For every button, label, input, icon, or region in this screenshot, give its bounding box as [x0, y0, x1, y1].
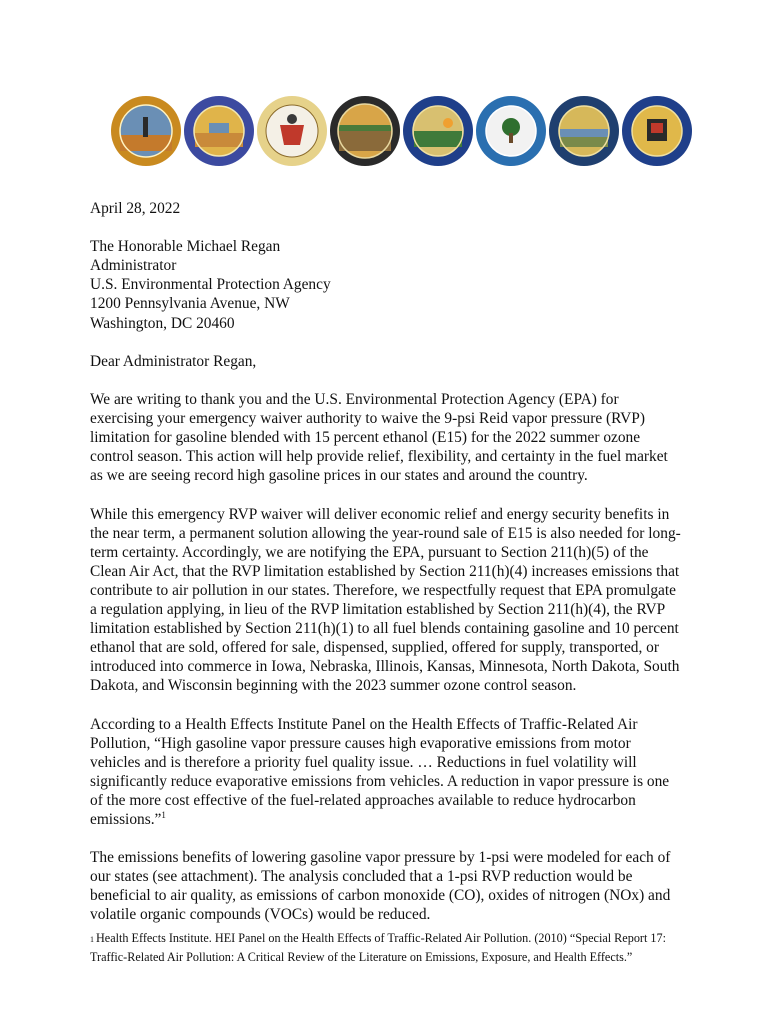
iowa-seal-icon — [110, 95, 182, 167]
illinois-seal-icon — [256, 95, 328, 167]
recipient-city: Washington, DC 20460 — [90, 314, 235, 332]
recipient-name: The Honorable Michael Regan — [90, 238, 281, 256]
salutation: Dear Administrator Regan, — [90, 352, 257, 370]
recipient-street: 1200 Pennsylvania Avenue, NW — [90, 295, 290, 313]
kansas-seal-icon — [329, 95, 401, 167]
north-dakota-seal-icon — [475, 95, 547, 167]
letter-date: April 28, 2022 — [90, 200, 181, 217]
footnote — [90, 930, 682, 966]
paragraph-emissions: The emissions benefits of lowering gasoline vapor pressure by 1-psi were modeled for each of our states (see attachment). The analysis concluded that a 1-psi RVP reduction would be beneficial to air quality, as emissions of carbon monoxide (CO), oxides of nitrogen (NOx) and volatile organic compounds (VOCs) would be reduced. — [90, 849, 671, 924]
hei-quote-text: According to a Health Effects Institute Panel on the Health Effects of Traffic-Related Air Pollution, “High gasoline vapor pressure causes high evaporative emissions from motor vehicles and is therefore a priority fuel quality issue. … Reductions in fuel volatility will significantly reduce evaporative emissions from vehicles. A reduction in vapor pressure is one of the more cost effective of the fuel-related approaches available to reduce hydrocarbon emissions.” — [90, 715, 670, 828]
recipient-agency: U.S. Environmental Protection Agency — [90, 276, 331, 294]
letter-body — [90, 199, 682, 925]
south-dakota-seal-icon — [548, 95, 620, 167]
paragraph-thanks: We are writing to thank you and the U.S. Environmental Protection Agency (EPA) for exercising your emergency waiver authority to waive the 9-psi Reid vapor pressure (RVP) limitation for gasoline blended with 15 percent ethanol (E15) for the 2022 summer ozone control season. This action will help provide relief, flexibility, and certainty in the fuel market as we are seeing record high gasoline prices in our states and around the country. — [90, 390, 668, 485]
paragraph-hei-quote — [90, 715, 682, 830]
paragraph-request: While this emergency RVP waiver will deliver economic relief and energy security benefits in the near term, a permanent solution allowing the year-round sale of E15 is also needed for long-term certainty. Accordingly, we are notifying the EPA, pursuant to Section 211(h)(5) of the Clean Air Act, that the RVP limitation established by Section 211(h)(4) increases emissions that contribute to air pollution in our states. Therefore, we respectfully request that EPA promulgate a regulation applying, in lieu of the RVP limitation established by Section 211(h)(4), the RVP limitation established by Section 211(h)(1) to all fuel blends containing gasoline and 10 percent ethanol that are sold, offered for sale, dispensed, supplied, offered for supply, transported, or introduced into commerce in Iowa, Nebraska, Illinois, Kansas, Minnesota, North Dakota, South Dakota, and Wisconsin beginning with the 2023 summer ozone control season. — [90, 505, 681, 695]
wisconsin-seal-icon — [621, 95, 693, 167]
footnote-marker: 1 — [90, 935, 94, 944]
footnote-text: Health Effects Institute. HEI Panel on the Health Effects of Traffic-Related Air Pollution. (2010) “Special Report 17: Traffic-Related Air Pollution: A Critical Review of the Literature on Emissions, Exposure, and Health Effects.” — [90, 931, 666, 964]
minnesota-seal-icon — [402, 95, 474, 167]
footnote-reference: 1 — [161, 809, 166, 820]
state-seals-row — [110, 95, 690, 167]
nebraska-seal-icon — [183, 95, 255, 167]
recipient-title: Administrator — [90, 257, 177, 275]
